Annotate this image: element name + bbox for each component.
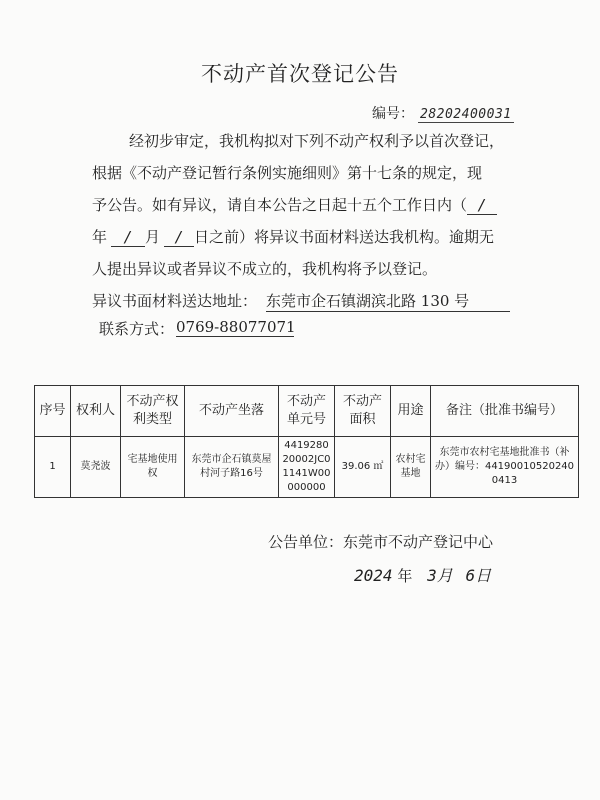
month-label: 月 [145,228,161,246]
notice-paragraph-line-3 [92,194,497,215]
header-area: 不动产面积 [335,386,391,437]
notice-paragraph-line-4 [92,226,494,247]
cell-remark: 东莞市农村宅基地批准书（补办）编号：441900105202400413 [431,437,579,498]
cell-area: 39.06 ㎡ [335,437,391,498]
header-holder: 权利人 [71,386,121,437]
address-label: 异议书面材料送达地址： [92,292,258,310]
document-number-label: 编号： [372,106,414,122]
contact-label: 联系方式： [99,320,175,338]
cell-right-type: 宅基地使用权 [121,437,185,498]
objection-deadline-blank-1: / [467,196,497,215]
header-unit-no: 不动产单元号 [279,386,335,437]
issuing-unit [268,531,493,552]
header-usage: 用途 [391,386,431,437]
issuing-unit-label: 公告单位： [268,533,344,551]
cell-seq: 1 [35,437,71,498]
notice-paragraph-line-4-text: 日之前）将异议书面材料送达我机构。逾期无 [194,228,495,246]
table-row [35,437,579,498]
cell-usage: 农村宅基地 [391,437,431,498]
registration-table [34,385,579,498]
objection-deadline-month-blank: / [111,228,145,247]
page-title: 不动产首次登记公告 [201,62,399,86]
cell-location: 东莞市企石镇莫屋村河子路16号 [185,437,279,498]
header-seq: 序号 [35,386,71,437]
document-number-value: 28202400031 [420,107,512,122]
address-value: 东莞市企石镇湖滨北路 130 号 [266,290,510,312]
year-label: 年 [92,228,108,246]
header-location: 不动产坐落 [185,386,279,437]
issue-date-month: 3月 [427,566,453,585]
issue-date-year: 2024 [354,566,393,585]
contact-value: 0769-88077071 [176,318,296,336]
issue-date [354,563,491,586]
issue-date-day: 6日 [465,566,492,585]
notice-paragraph-line-3-text: 予公告。如有异议，请自本公告之日起十五个工作日内（ [92,196,468,214]
cell-unit-no: 441928020002JC01141W00000000 [279,437,335,498]
issuing-unit-value: 东莞市不动产登记中心 [343,533,494,551]
cell-holder: 莫尧波 [71,437,121,498]
objection-deadline-day-blank: / [164,228,194,247]
notice-paragraph-line-5: 人提出异议或者异议不成立的，我机构将予以登记。 [92,260,438,278]
issue-date-year-suffix: 年 [397,567,413,585]
table-header-row [35,386,579,437]
header-remark: 备注（批准书编号） [431,386,579,437]
header-right-type: 不动产权利类型 [121,386,185,437]
notice-paragraph-line-2: 根据《不动产登记暂行条例实施细则》第十七条的规定，现 [92,164,483,182]
document-number [372,103,514,123]
notice-paragraph-line-1: 经初步审定，我机构拟对下列不动产权利予以首次登记， [129,132,505,150]
